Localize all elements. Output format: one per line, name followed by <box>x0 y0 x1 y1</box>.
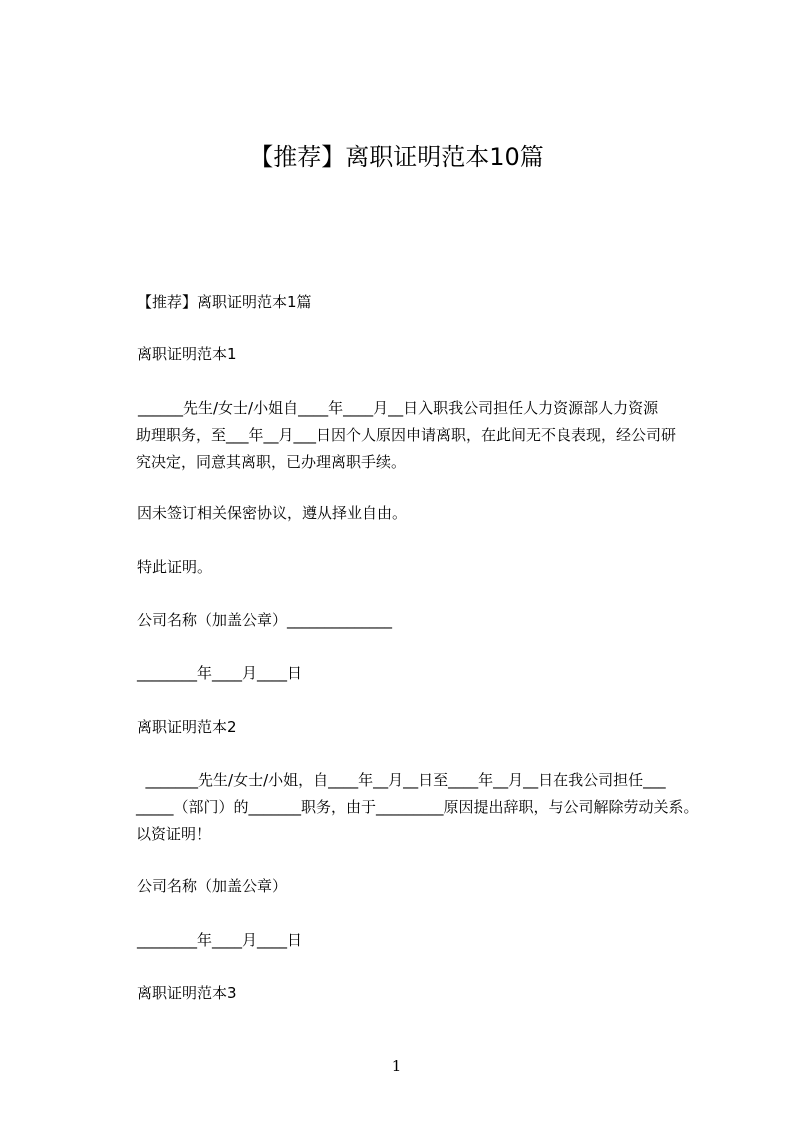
template-heading-2: 离职证明范本2 <box>137 718 237 736</box>
company-name-line: 公司名称（加盖公章）______________ <box>137 611 393 629</box>
paragraph-line: 助理职务，至___年__月___日因个人原因申请离职，在此间无不良表现，经公司研 <box>136 426 677 444</box>
certification-statement: 特此证明。 <box>137 558 213 576</box>
company-name-line-2: 公司名称（加盖公章） <box>137 877 288 895</box>
document-title: 【推荐】离职证明范本10篇 <box>249 143 544 171</box>
paragraph-line: ______先生/女士/小姐自____年____月__日入职我公司担任人力资源部人力资源 <box>138 399 659 417</box>
paragraph-line: 以资证明！ <box>136 825 212 843</box>
template-heading-1: 离职证明范本1 <box>137 345 237 363</box>
section-heading: 【推荐】离职证明范本1篇 <box>137 293 312 311</box>
paragraph-line: _______先生/女士/小姐，自____年__月__日至____年__月__日在我公司担任___ <box>136 771 666 789</box>
template-heading-3: 离职证明范本3 <box>137 984 237 1002</box>
paragraph-line: 究决定，同意其离职，已办理离职手续。 <box>136 453 407 471</box>
paragraph-line: _____（部门）的_______职务，由于_________原因提出辞职，与公司解除劳动关系。 <box>136 798 699 816</box>
paragraph-employment-1 <box>136 395 704 476</box>
confidentiality-note: 因未签订相关保密协议，遵从择业自由。 <box>137 504 408 522</box>
page-number: 1 <box>391 1057 402 1075</box>
date-line-2: ________年____月____日 <box>137 931 303 949</box>
date-line: ________年____月____日 <box>137 664 303 682</box>
paragraph-employment-2 <box>136 767 704 848</box>
